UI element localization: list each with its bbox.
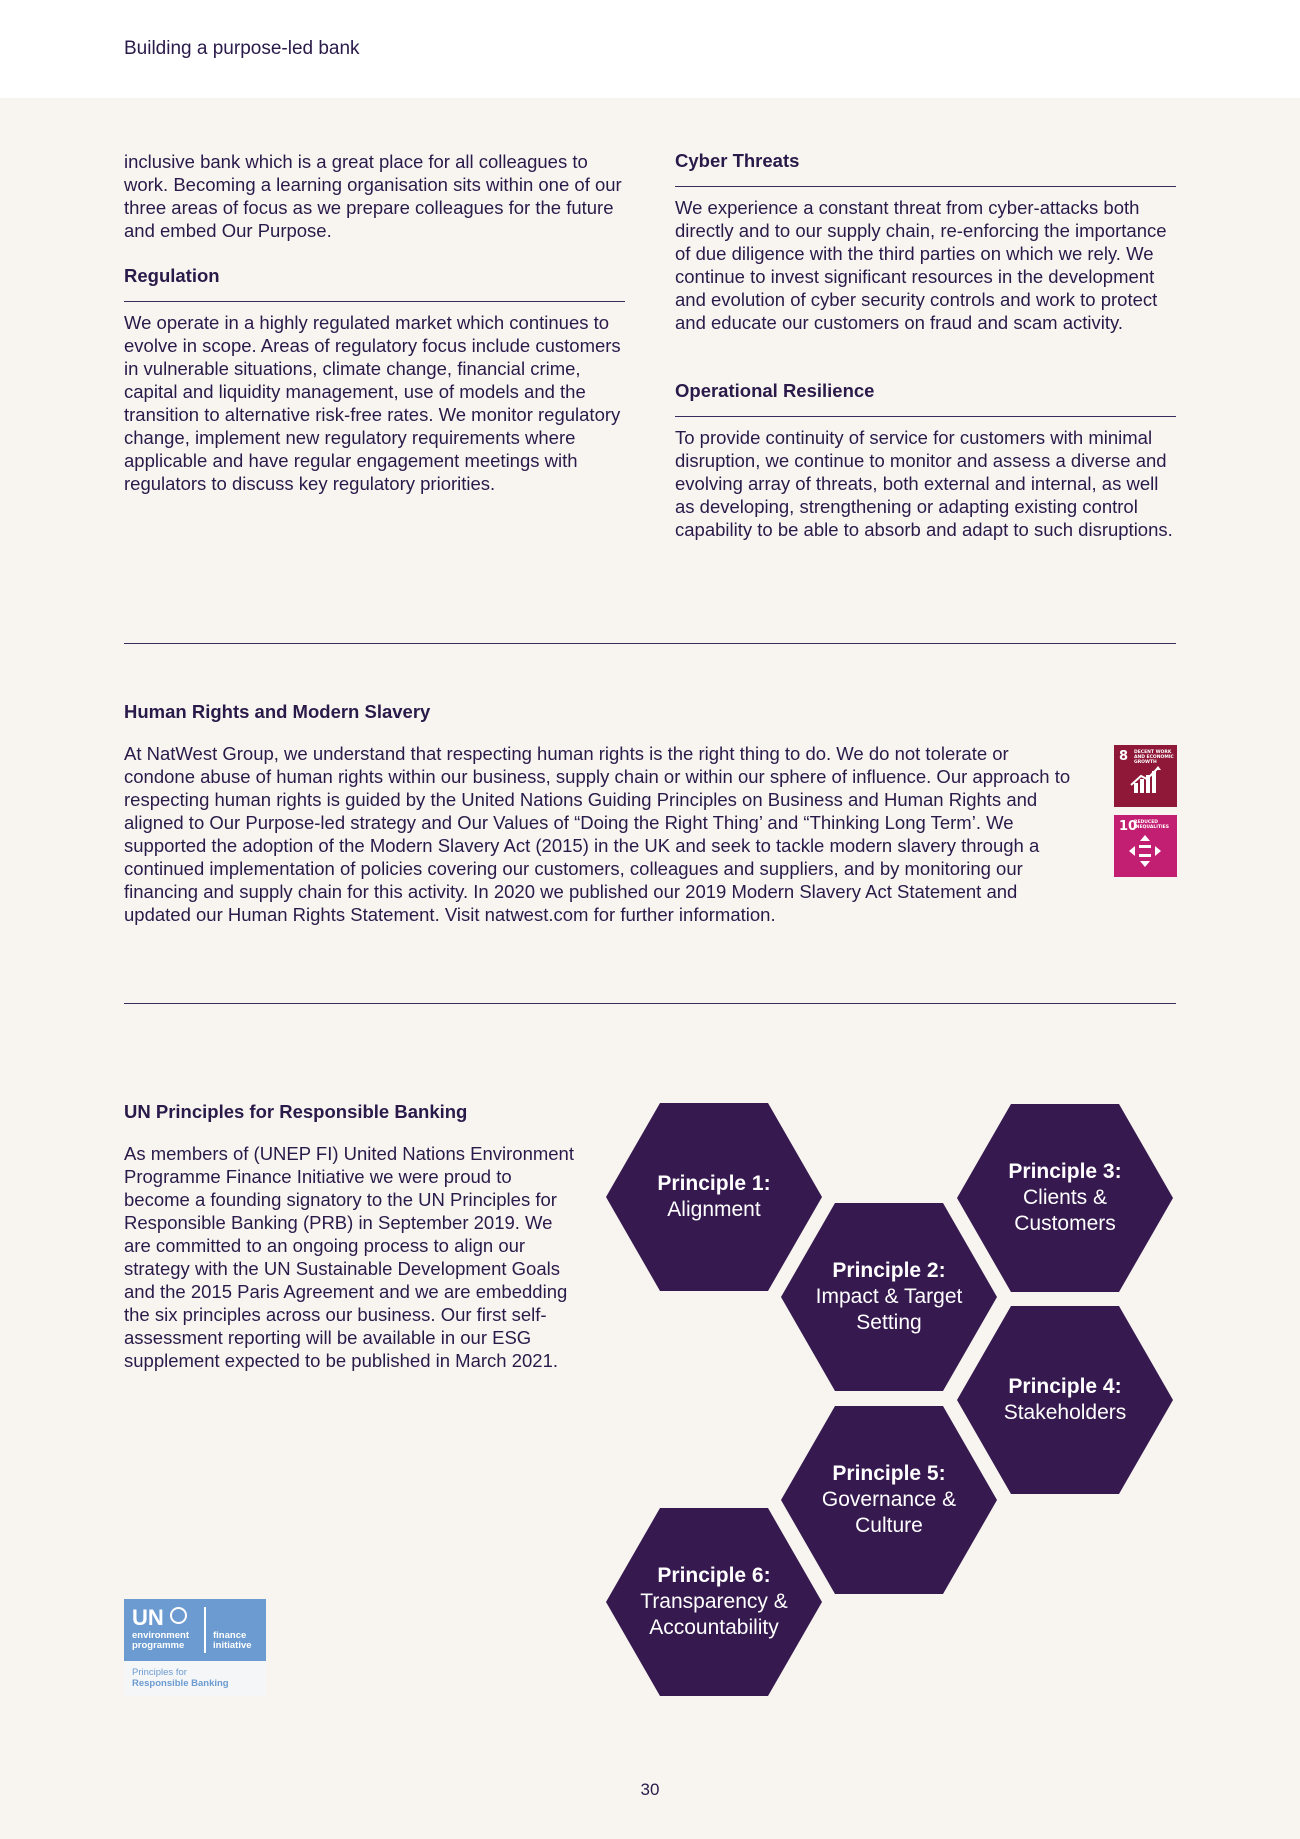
principle-1-title: Principle 1: [657,1172,771,1195]
principle-5-line-1: Governance & [821,1488,957,1511]
human-rights-body-wrap [124,742,1084,926]
logo-initiative-text: initiative [213,1640,252,1651]
logo-responsible-banking-text: Responsible Banking [132,1678,229,1689]
principle-1-line-1: Alignment [667,1198,761,1221]
principle-3-line-1: Clients & [1022,1186,1108,1209]
sdg-8-icon [1114,745,1177,807]
resilience-section [675,380,1175,402]
principle-3-line-2: Customers [1014,1212,1116,1235]
page-header [0,0,1300,98]
human-rights-section [124,701,1084,723]
left-column [124,150,629,242]
sdg-8-number: 8 [1119,749,1129,764]
logo-un-text: UN [132,1605,164,1630]
sdg-8-caption: DECENT WORK AND ECONOMIC GROWTH [1134,750,1174,765]
resilience-body: To provide continuity of service for customers with minimal disruption, we continue to monitor and assess a diverse and evolving array of threats, both external and internal, as well as developing, strengthening or adapting existing control capability to be able to absorb and adapt to such disruptions. [675,427,1173,540]
principle-6-line-2: Accountability [649,1616,779,1639]
logo-prb-caption [132,1667,229,1689]
sdg-10-icon [1114,815,1177,877]
principle-5-line-2: Culture [855,1514,923,1537]
header-title: Building a purpose-led bank [124,38,360,59]
principle-6-title: Principle 6: [657,1564,771,1587]
section-divider-2 [124,1003,1176,1004]
cyber-body-wrap [675,196,1175,334]
principle-4-title: Principle 4: [1008,1375,1122,1398]
principle-2-title: Principle 2: [832,1259,946,1282]
regulation-rule [124,301,625,302]
page-number: 30 [640,1780,660,1799]
prb-section [124,1101,584,1123]
sdg-10-number: 10 [1119,819,1138,834]
prb-heading: UN Principles for Responsible Banking [124,1101,468,1122]
logo-programme-text: programme [132,1640,185,1651]
regulation-section [124,265,629,287]
human-rights-heading: Human Rights and Modern Slavery [124,701,431,722]
prb-body: As members of (UNEP FI) United Nations Environment Programme Finance Initiative we were proud to become a founding signatory to the UN Principles for Responsible Banking (PRB) in September 2019. We are committed to an ongoing process to align our strategy with the UN Sustainable Development Goals and the 2015 Paris Agreement and we are embedding the six principles across our business. Our first self-assessment reporting will be available in our ESG supplement expected to be published in March 2021. [124,1143,574,1371]
un-globe-icon [170,1607,187,1624]
human-rights-body: At NatWest Group, we understand that respecting human rights is the right thing to do. We do not tolerate or condone abuse of human rights within our business, supply chain or within our sphere of influence. Our approach to respecting human rights is guided by the United Nations Guiding Principles on Business and Human Rights and aligned to Our Purpose-led strategy and Our Values of “Doing the Right Thing’ and “Thinking Long Term’. We supported the adoption of the Modern Slavery Act (2015) in the UK and seek to tackle modern slavery through a continued implementation of policies covering our customers, colleagues and suppliers, and by monitoring our financing and supply chain for this activity. In 2020 we published our 2019 Modern Slavery Act Statement and updated our Human Rights Statement. Visit natwest.com for further information. [124,743,1071,925]
principle-5-title: Principle 5: [832,1462,946,1485]
principle-2-line-2: Setting [856,1311,922,1334]
cyber-rule [675,186,1176,187]
sdg-10-caption: REDUCED INEQUALITIES [1134,820,1169,830]
principle-3-title: Principle 3: [1008,1160,1122,1183]
principle-2-line-1: Impact & Target [815,1285,963,1308]
prb-body-wrap [124,1142,574,1372]
principle-4-line-1: Stakeholders [1003,1401,1127,1424]
principle-3-hexagon [957,1104,1173,1292]
resilience-rule [675,416,1176,417]
logo-finance-text: finance [213,1630,247,1641]
cyber-section [675,150,1175,172]
logo-divider [204,1607,206,1653]
unep-fi-prb-logo [124,1599,266,1696]
intro-continuation: inclusive bank which is a great place for all colleagues to work. Becoming a learning organisation sits within one of our three areas of focus as we prepare colleagues for the future and embed Our Purpose. [124,151,622,241]
logo-principles-for-text: Principles for [132,1667,187,1678]
resilience-body-wrap [675,426,1175,541]
cyber-body: We experience a constant threat from cyber-attacks both directly and to our supply chain, re-enforcing the importance of due diligence with the third parties on which we rely. We continue to invest significant resources in the development and evolution of cyber security controls and work to protect and educate our customers on fraud and scam activity. [675,197,1167,333]
section-divider-1 [124,643,1176,644]
regulation-body: We operate in a highly regulated market which continues to evolve in scope. Areas of regulatory focus include customers in vulnerable situations, climate change, financial crime, capital and liquidity management, use of models and the transition to alternative risk-free rates. We monitor regulatory change, implement new regulatory requirements where applicable and have regular engagement meetings with regulators to discuss key regulatory priorities. [124,312,621,494]
logo-environment-programme [132,1631,189,1651]
principle-6-hexagon [606,1508,822,1696]
resilience-heading: Operational Resilience [675,380,875,401]
cyber-heading: Cyber Threats [675,150,800,171]
principle-6-line-1: Transparency & [640,1590,788,1613]
regulation-body-wrap [124,311,629,495]
logo-environment-text: environment [132,1630,190,1641]
regulation-heading: Regulation [124,265,220,286]
logo-finance-initiative [213,1631,252,1651]
